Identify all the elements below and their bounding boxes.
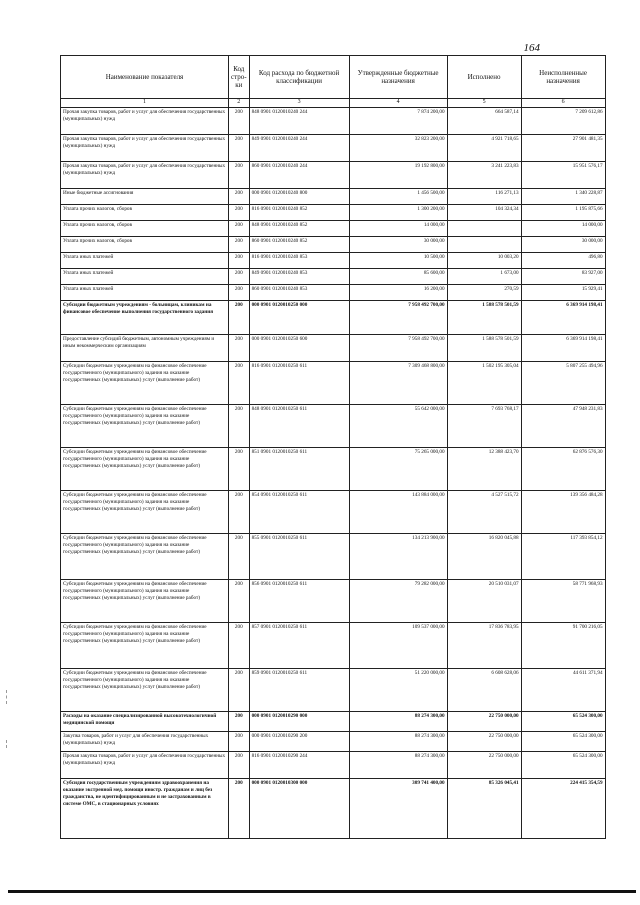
cell-executed: 664 587,14 bbox=[447, 108, 521, 135]
cell-name: Уплата иных платежей bbox=[61, 253, 229, 269]
cell-line-code: 200 bbox=[229, 580, 250, 623]
cell-line-code: 200 bbox=[229, 135, 250, 162]
table-row bbox=[61, 335, 606, 362]
col-number: 3 bbox=[249, 99, 349, 108]
cell-unexecuted: 139 356 484,28 bbox=[521, 491, 605, 534]
table-row bbox=[61, 712, 606, 732]
cell-name: Уплата прочих налогов, сборов bbox=[61, 237, 229, 253]
col-header-approved: Утвержденные бюджетные назначения bbox=[349, 56, 447, 99]
table-row bbox=[61, 448, 606, 491]
col-header-expense-code: Код расхода по бюджетной классификации bbox=[249, 56, 349, 99]
cell-approved: 88 274 300,00 bbox=[349, 732, 447, 752]
cell-line-code: 200 bbox=[229, 448, 250, 491]
cell-executed: 17 836 783,95 bbox=[447, 623, 521, 669]
cell-unexecuted: 30 000,00 bbox=[521, 237, 605, 253]
cell-approved: 88 274 300,00 bbox=[349, 712, 447, 732]
col-number: 4 bbox=[349, 99, 447, 108]
cell-executed: 12 388 423,70 bbox=[447, 448, 521, 491]
cell-approved: 79 282 000,00 bbox=[349, 580, 447, 623]
cell-expense-code: 849 0901 0120010240 853 bbox=[249, 269, 349, 285]
cell-name: Субсидии бюджетным учреждениям на финансовое обеспечение государственного (муниципального) задания на оказание государственных (муниципальных) услуг (выполнение работ) bbox=[61, 405, 229, 448]
cell-approved: 19 192 800,00 bbox=[349, 162, 447, 189]
cell-name: Уплата иных платежей bbox=[61, 285, 229, 301]
cell-expense-code: 000 0901 0120010290 000 bbox=[249, 712, 349, 732]
cell-name: Закупка товаров, работ и услуг для обеспечения государственных (муниципальных) нужд bbox=[61, 732, 229, 752]
table-row bbox=[61, 253, 606, 269]
table-row bbox=[61, 491, 606, 534]
cell-name: Субсидии бюджетным учреждениям на финансовое обеспечение государственного (муниципального) задания на оказание государственных (муниципальных) услуг (выполнение работ) bbox=[61, 448, 229, 491]
cell-line-code: 200 bbox=[229, 752, 250, 779]
col-number: 2 bbox=[229, 99, 250, 108]
cell-approved: 7 309 468 800,00 bbox=[349, 362, 447, 405]
cell-executed: 20 510 031,07 bbox=[447, 580, 521, 623]
cell-expense-code: 848 0901 0120010250 611 bbox=[249, 405, 349, 448]
col-header-line-code: Код стро-ки bbox=[229, 56, 250, 99]
cell-unexecuted: 1 340 228,87 bbox=[521, 189, 605, 205]
cell-executed: 85 326 045,41 bbox=[447, 779, 521, 839]
cell-approved: 309 741 400,00 bbox=[349, 779, 447, 839]
cell-unexecuted: 62 876 576,30 bbox=[521, 448, 605, 491]
cell-line-code: 200 bbox=[229, 405, 250, 448]
cell-unexecuted: 65 524 300,00 bbox=[521, 752, 605, 779]
cell-unexecuted: 7 209 612,86 bbox=[521, 108, 605, 135]
cell-expense-code: 860 0901 0120010240 852 bbox=[249, 237, 349, 253]
cell-expense-code: 856 0901 0120010250 611 bbox=[249, 580, 349, 623]
cell-expense-code: 855 0901 0120010250 611 bbox=[249, 534, 349, 580]
table-row bbox=[61, 221, 606, 237]
cell-approved: 143 884 000,00 bbox=[349, 491, 447, 534]
cell-name: Субсидии бюджетным учреждениям на финансовое обеспечение государственного (муниципального) задания на оказание государственных (муниципальных) услуг (выполнение работ) bbox=[61, 534, 229, 580]
cell-expense-code: 859 0901 0120010250 611 bbox=[249, 669, 349, 712]
cell-approved: 55 642 000,00 bbox=[349, 405, 447, 448]
cell-unexecuted: 15 951 576,17 bbox=[521, 162, 605, 189]
cell-line-code: 200 bbox=[229, 732, 250, 752]
cell-executed: 1 588 578 501,59 bbox=[447, 301, 521, 335]
cell-expense-code: 816 0901 0120010250 611 bbox=[249, 362, 349, 405]
cell-expense-code: 816 0901 0120010240 853 bbox=[249, 253, 349, 269]
cell-unexecuted: 65 524 300,00 bbox=[521, 712, 605, 732]
cell-name: Уплата прочих налогов, сборов bbox=[61, 221, 229, 237]
cell-line-code: 200 bbox=[229, 285, 250, 301]
cell-approved: 1 300 200,00 bbox=[349, 205, 447, 221]
cell-line-code: 200 bbox=[229, 669, 250, 712]
cell-unexecuted: 6 369 914 198,41 bbox=[521, 301, 605, 335]
cell-unexecuted: 83 927,00 bbox=[521, 269, 605, 285]
table-row bbox=[61, 108, 606, 135]
cell-name: Субсидии бюджетным учреждениям - больницам, клиникам на финансовое обеспечение выполнения государственного задания bbox=[61, 301, 229, 335]
cell-name: Прочая закупка товаров, работ и услуг для обеспечения государственных (муниципальных) нужд bbox=[61, 135, 229, 162]
cell-line-code: 200 bbox=[229, 162, 250, 189]
cell-executed: 4 527 515,72 bbox=[447, 491, 521, 534]
cell-line-code: 200 bbox=[229, 362, 250, 405]
cell-executed bbox=[447, 237, 521, 253]
cell-executed: 10 003,20 bbox=[447, 253, 521, 269]
cell-executed: 1 502 195 305,04 bbox=[447, 362, 521, 405]
column-number-row bbox=[61, 99, 606, 108]
col-header-executed: Исполнено bbox=[447, 56, 521, 99]
cell-executed: 22 750 000,00 bbox=[447, 732, 521, 752]
cell-unexecuted: 1 195 875,66 bbox=[521, 205, 605, 221]
cell-expense-code: 851 0901 0120010250 611 bbox=[249, 448, 349, 491]
col-number: 6 bbox=[521, 99, 605, 108]
cell-line-code: 200 bbox=[229, 221, 250, 237]
cell-unexecuted: 496,80 bbox=[521, 253, 605, 269]
cell-name: Прочая закупка товаров, работ и услуг для обеспечения государственных (муниципальных) нужд bbox=[61, 752, 229, 779]
table-row bbox=[61, 162, 606, 189]
cell-executed: 16 820 045,88 bbox=[447, 534, 521, 580]
cell-approved: 7 874 200,00 bbox=[349, 108, 447, 135]
cell-expense-code: 854 0901 0120010250 611 bbox=[249, 491, 349, 534]
cell-name: Уплата иных платежей bbox=[61, 269, 229, 285]
table-row bbox=[61, 269, 606, 285]
cell-expense-code: 000 0901 0120010300 000 bbox=[249, 779, 349, 839]
cell-name: Субсидии бюджетным учреждениям на финансовое обеспечение государственного (муниципального) задания на оказание государственных (муниципальных) услуг (выполнение работ) bbox=[61, 362, 229, 405]
cell-expense-code: 000 0901 0120010240 800 bbox=[249, 189, 349, 205]
cell-unexecuted: 44 611 371,94 bbox=[521, 669, 605, 712]
page-number: 164 bbox=[523, 42, 540, 54]
cell-name: Субсидии бюджетным учреждениям на финансовое обеспечение государственного (муниципального) задания на оказание государственных (муниципальных) услуг (выполнение работ) bbox=[61, 669, 229, 712]
cell-unexecuted: 15 929,41 bbox=[521, 285, 605, 301]
cell-expense-code: 857 0901 0120010250 611 bbox=[249, 623, 349, 669]
cell-name: Субсидия государственным учреждениям здравоохранения на оказание экстренной мед. помощи иностр. гражданам и лиц без гражданства, не идентифицированным и не застрахованным в системе ОМС, в стационарных условиях bbox=[61, 779, 229, 839]
cell-executed: 22 750 000,00 bbox=[447, 712, 521, 732]
cell-unexecuted: 58 771 968,93 bbox=[521, 580, 605, 623]
cell-name: Предоставление субсидий бюджетным, автономным учреждениям и иным некоммерческим организациям bbox=[61, 335, 229, 362]
cell-line-code: 200 bbox=[229, 534, 250, 580]
col-number: 1 bbox=[61, 99, 229, 108]
cell-line-code: 200 bbox=[229, 623, 250, 669]
table-row bbox=[61, 301, 606, 335]
cell-name: Субсидии бюджетным учреждениям на финансовое обеспечение государственного (муниципального) задания на оказание государственных (муниципальных) услуг (выполнение работ) bbox=[61, 580, 229, 623]
cell-unexecuted: 5 807 255 494,96 bbox=[521, 362, 605, 405]
cell-expense-code: 860 0901 0120010240 853 bbox=[249, 285, 349, 301]
cell-name: Субсидии бюджетным учреждениям на финансовое обеспечение государственного (муниципального) задания на оказание государственных (муниципальных) услуг (выполнение работ) bbox=[61, 491, 229, 534]
table-row bbox=[61, 779, 606, 839]
col-number: 5 bbox=[447, 99, 521, 108]
table-row bbox=[61, 189, 606, 205]
cell-line-code: 200 bbox=[229, 491, 250, 534]
cell-approved: 32 823 200,00 bbox=[349, 135, 447, 162]
cell-approved: 10 500,00 bbox=[349, 253, 447, 269]
margin-mark bbox=[6, 690, 7, 704]
col-header-unexecuted: Неисполненные назначения bbox=[521, 56, 605, 99]
cell-approved: 75 265 000,00 bbox=[349, 448, 447, 491]
cell-approved: 134 213 900,00 bbox=[349, 534, 447, 580]
cell-line-code: 200 bbox=[229, 712, 250, 732]
cell-expense-code: 000 0901 0120010290 200 bbox=[249, 732, 349, 752]
cell-expense-code: 816 0901 0120010290 244 bbox=[249, 752, 349, 779]
cell-expense-code: 848 0901 0120010240 852 bbox=[249, 221, 349, 237]
cell-unexecuted: 47 948 231,83 bbox=[521, 405, 605, 448]
cell-approved: 30 000,00 bbox=[349, 237, 447, 253]
cell-executed: 22 750 000,00 bbox=[447, 752, 521, 779]
cell-executed: 116 271,13 bbox=[447, 189, 521, 205]
table-row bbox=[61, 205, 606, 221]
table-row bbox=[61, 405, 606, 448]
cell-line-code: 200 bbox=[229, 779, 250, 839]
cell-unexecuted: 65 524 300,00 bbox=[521, 732, 605, 752]
cell-name: Прочая закупка товаров, работ и услуг для обеспечения государственных (муниципальных) нужд bbox=[61, 108, 229, 135]
margin-mark bbox=[6, 740, 7, 748]
cell-line-code: 200 bbox=[229, 205, 250, 221]
table-header-row bbox=[61, 56, 606, 99]
cell-unexecuted: 224 415 354,59 bbox=[521, 779, 605, 839]
cell-executed: 270,59 bbox=[447, 285, 521, 301]
cell-unexecuted: 27 901 481,35 bbox=[521, 135, 605, 162]
cell-name: Прочая закупка товаров, работ и услуг для обеспечения государственных (муниципальных) нужд bbox=[61, 162, 229, 189]
cell-unexecuted: 91 700 216,05 bbox=[521, 623, 605, 669]
table-row bbox=[61, 669, 606, 712]
cell-line-code: 200 bbox=[229, 269, 250, 285]
cell-executed: 1 673,00 bbox=[447, 269, 521, 285]
table-row bbox=[61, 752, 606, 779]
table-row bbox=[61, 623, 606, 669]
cell-executed: 7 693 768,17 bbox=[447, 405, 521, 448]
cell-executed: 1 588 578 501,59 bbox=[447, 335, 521, 362]
cell-unexecuted: 14 000,00 bbox=[521, 221, 605, 237]
cell-expense-code: 000 0901 0120010250 600 bbox=[249, 335, 349, 362]
cell-expense-code: 849 0901 0120010240 244 bbox=[249, 135, 349, 162]
cell-approved: 88 274 300,00 bbox=[349, 752, 447, 779]
table-row bbox=[61, 285, 606, 301]
cell-unexecuted: 6 369 914 198,41 bbox=[521, 335, 605, 362]
cell-name: Иные бюджетные ассигнования bbox=[61, 189, 229, 205]
table-row bbox=[61, 135, 606, 162]
cell-line-code: 200 bbox=[229, 108, 250, 135]
cell-executed: 104 324,34 bbox=[447, 205, 521, 221]
cell-expense-code: 000 0901 0120010250 000 bbox=[249, 301, 349, 335]
table-row bbox=[61, 362, 606, 405]
table-row bbox=[61, 534, 606, 580]
cell-approved: 1 456 500,00 bbox=[349, 189, 447, 205]
table-row bbox=[61, 237, 606, 253]
cell-name: Субсидии бюджетным учреждениям на финансовое обеспечение государственного (муниципального) задания на оказание государственных (муниципальных) услуг (выполнение работ) bbox=[61, 623, 229, 669]
cell-executed: 3 241 223,83 bbox=[447, 162, 521, 189]
bottom-rule bbox=[8, 890, 636, 893]
cell-name: Расходы на оказание специализированной высокотехнологичной медицинской помощи bbox=[61, 712, 229, 732]
cell-line-code: 200 bbox=[229, 237, 250, 253]
cell-expense-code: 860 0901 0120010240 244 bbox=[249, 162, 349, 189]
cell-executed: 6 608 628,06 bbox=[447, 669, 521, 712]
cell-line-code: 200 bbox=[229, 335, 250, 362]
cell-approved: 7 958 492 700,00 bbox=[349, 335, 447, 362]
table-row bbox=[61, 732, 606, 752]
cell-line-code: 200 bbox=[229, 301, 250, 335]
cell-expense-code: 848 0901 0120010240 244 bbox=[249, 108, 349, 135]
budget-execution-table bbox=[60, 55, 606, 839]
table-row bbox=[61, 580, 606, 623]
cell-approved: 7 958 492 700,00 bbox=[349, 301, 447, 335]
cell-approved: 51 220 000,00 bbox=[349, 669, 447, 712]
col-header-name: Наименование показателя bbox=[61, 56, 229, 99]
cell-executed bbox=[447, 221, 521, 237]
cell-approved: 14 000,00 bbox=[349, 221, 447, 237]
cell-executed: 4 921 718,65 bbox=[447, 135, 521, 162]
cell-line-code: 200 bbox=[229, 253, 250, 269]
cell-approved: 16 200,00 bbox=[349, 285, 447, 301]
cell-approved: 85 600,00 bbox=[349, 269, 447, 285]
cell-name: Уплата прочих налогов, сборов bbox=[61, 205, 229, 221]
cell-line-code: 200 bbox=[229, 189, 250, 205]
cell-approved: 109 537 000,00 bbox=[349, 623, 447, 669]
cell-expense-code: 816 0901 0120010240 852 bbox=[249, 205, 349, 221]
cell-unexecuted: 117 393 854,12 bbox=[521, 534, 605, 580]
